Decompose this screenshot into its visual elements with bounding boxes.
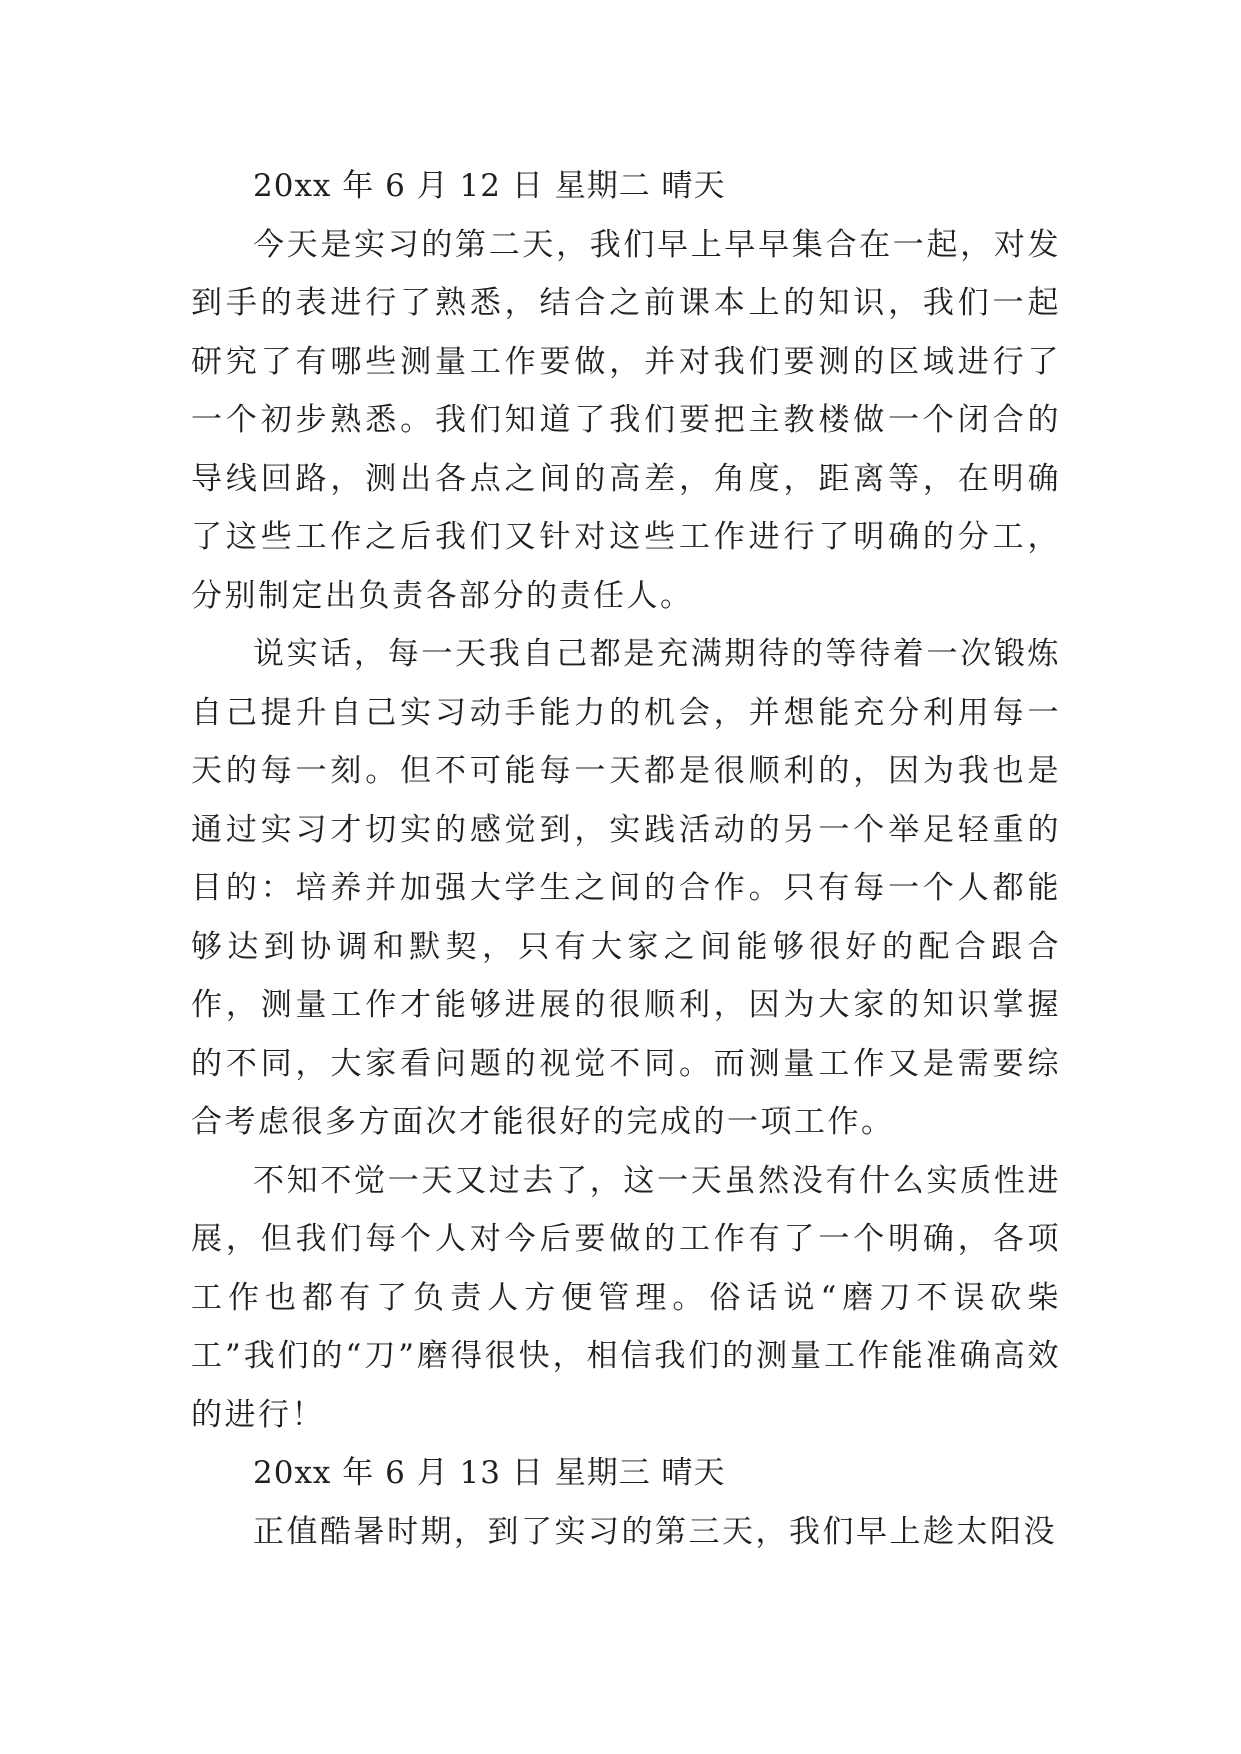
entry-date: 20xx 年 6 月 12 日 星期二 晴天 bbox=[253, 168, 726, 204]
entry-paragraph: 正值酷暑时期，到了实习的第三天，我们早上趁太阳没 bbox=[253, 1513, 1057, 1550]
entry-paragraph: 今天是实习的第二天，我们早上早早集合在一起，对发到手的表进行了熟悉，结合之前课本上的知识，我们一起研究了有哪些测量工作要做，并对我们要测的区域进行了一个初步熟悉。我们知道了我们要把主教楼做一个闭合的导线回路，测出各点之间的高差，角度，距离等，在明确了这些工作之后我们又针对这些工作进行了明确的分工，分别制定出负责各部分的责任人。 bbox=[191, 226, 1061, 614]
document-body bbox=[191, 157, 1061, 1561]
entry-paragraph: 说实话，每一天我自己都是充满期待的等待着一次锻炼自己提升自己实习动手能力的机会，并想能充分利用每一天的每一刻。但不可能每一天都是很顺利的，因为我也是通过实习才切实的感觉到，实践活动的另一个举足轻重的目的：培养并加强大学生之间的合作。只有每一个人都能够达到协调和默契，只有大家之间能够很好的配合跟合作，测量工作才能够进展的很顺利，因为大家的知识掌握的不同，大家看问题的视觉不同。而测量工作又是需要综合考虑很多方面次才能很好的完成的一项工作。 bbox=[191, 636, 1061, 1140]
entry-paragraph: 不知不觉一天又过去了，这一天虽然没有什么实质性进展，但我们每个人对今后要做的工作有了一个明确，各项工作也都有了负责人方便管理。俗话说“磨刀不误砍柴工”我们的“刀”磨得很快，相信我们的测量工作能准确高效的进行！ bbox=[191, 1162, 1061, 1433]
entry-date: 20xx 年 6 月 13 日 星期三 晴天 bbox=[253, 1455, 726, 1491]
